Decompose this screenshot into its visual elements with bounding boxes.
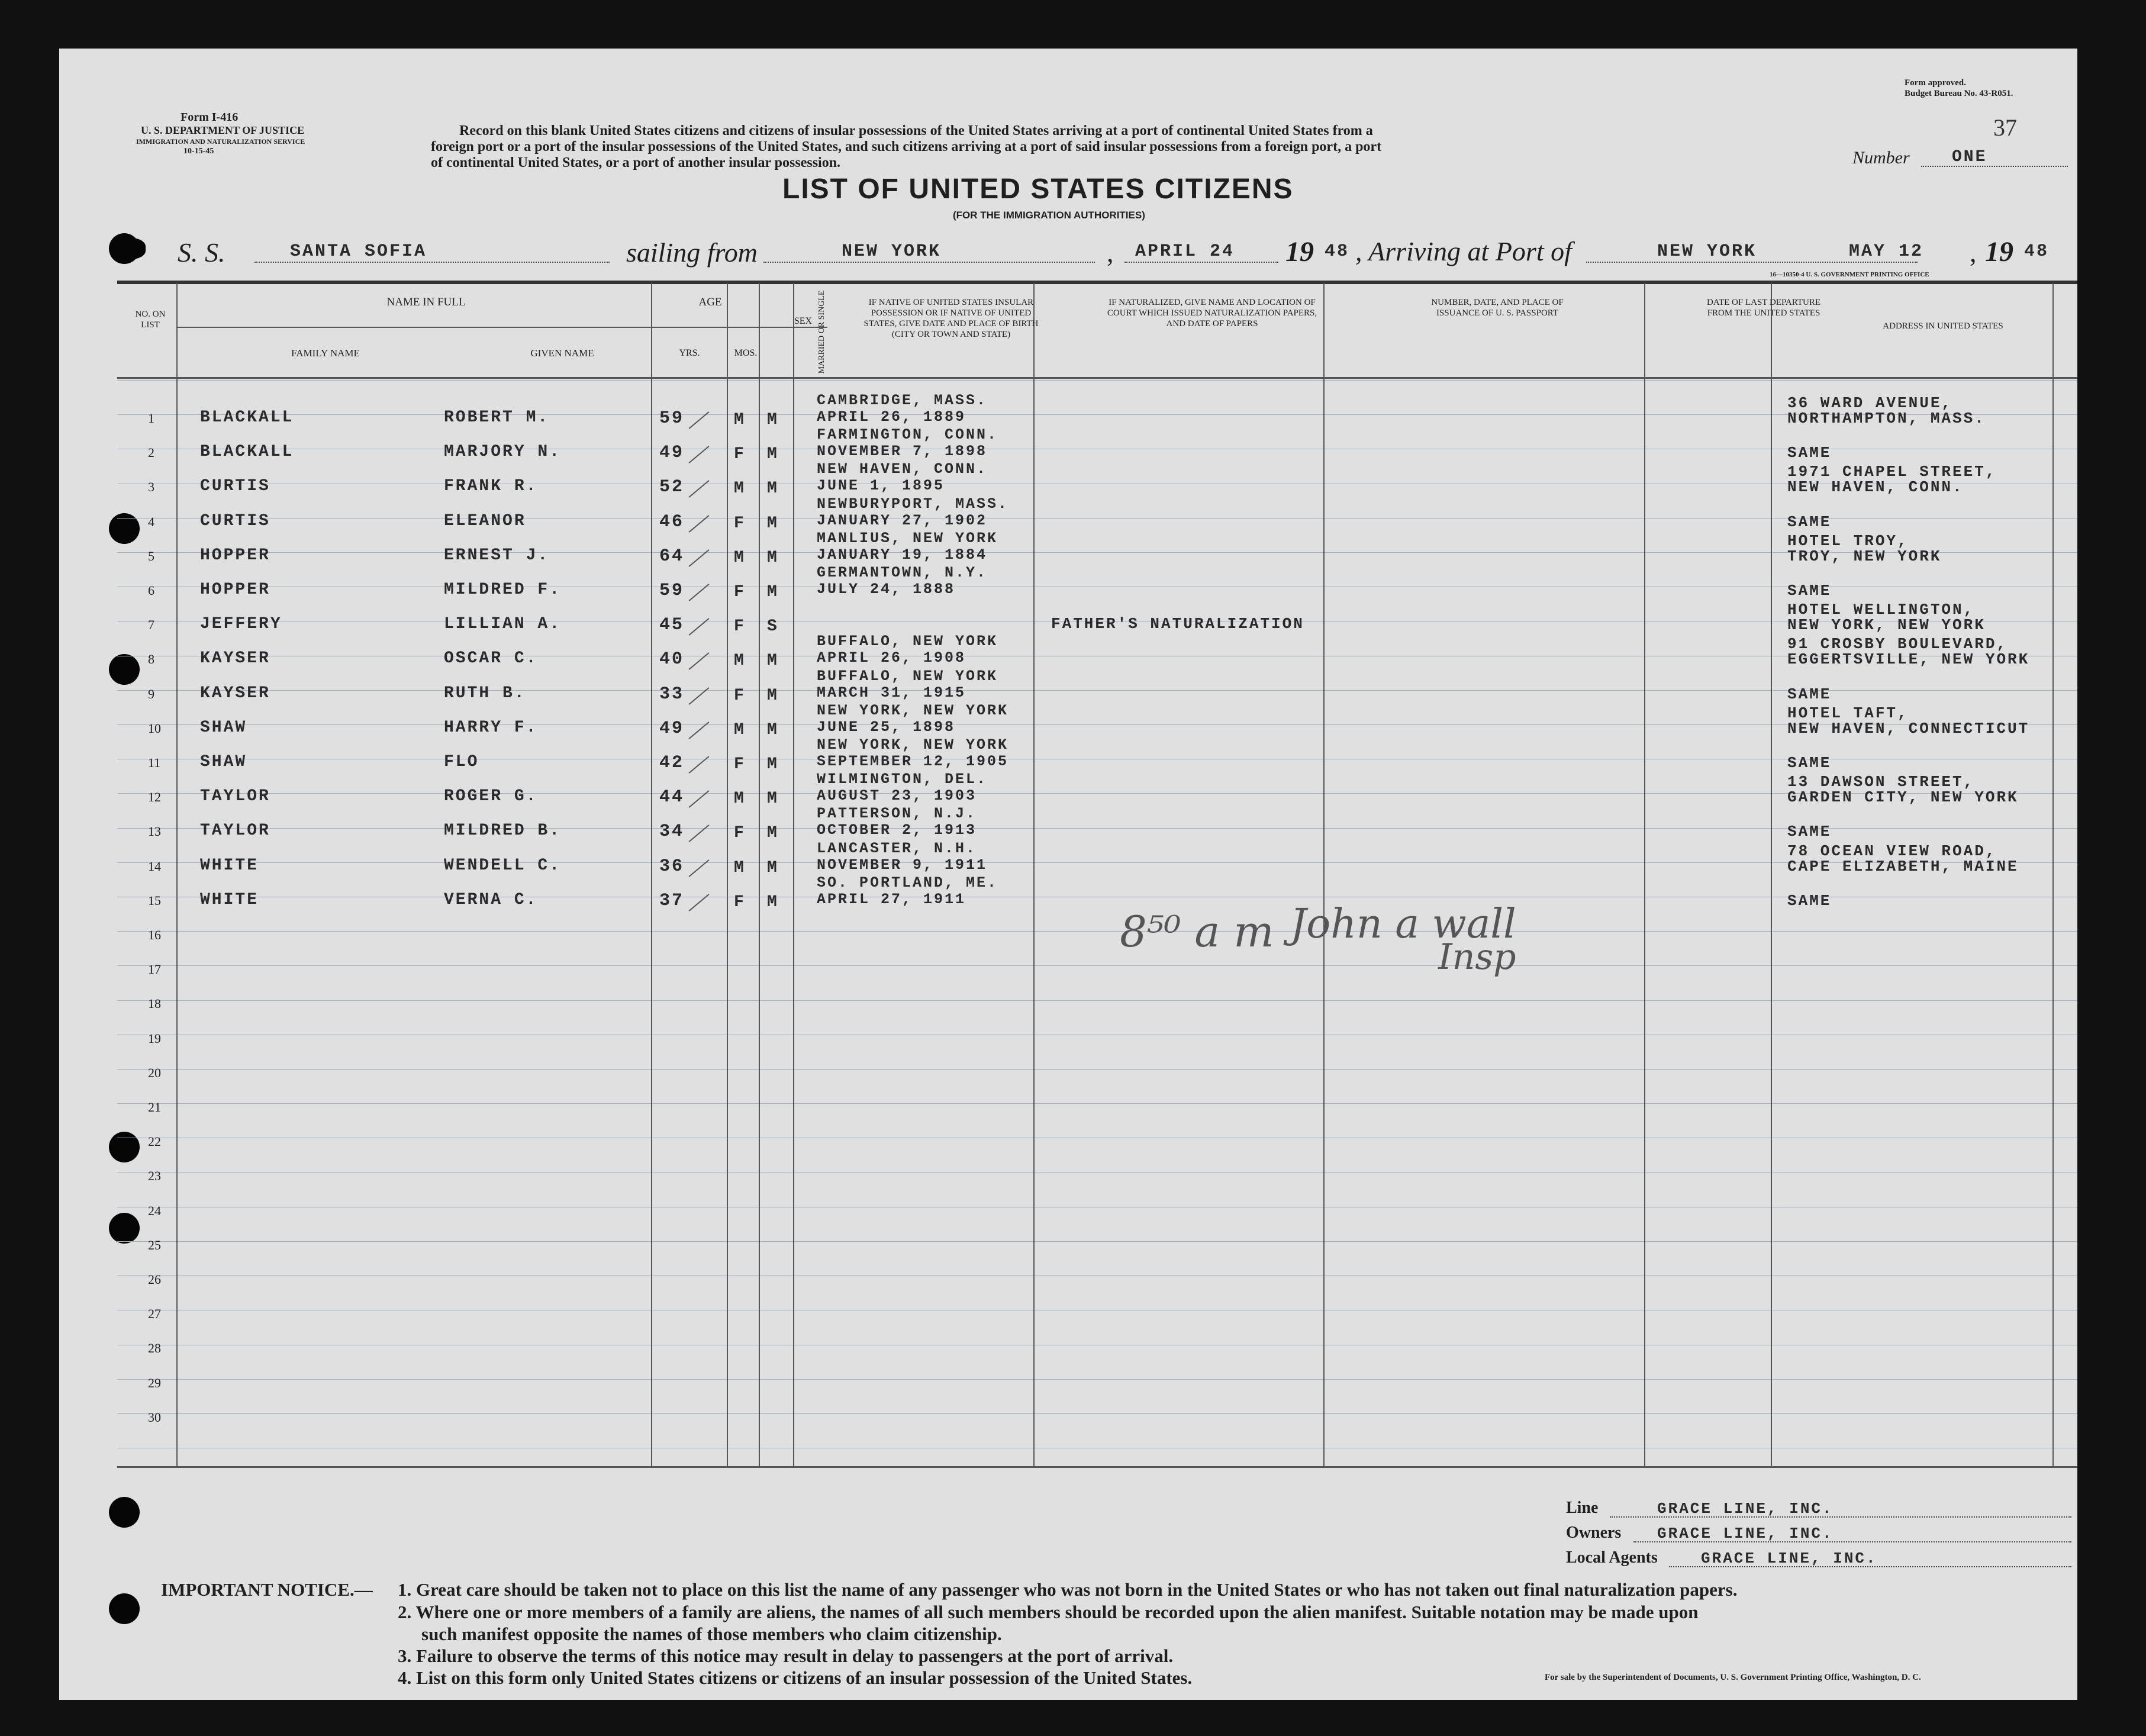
header-bottom-rule <box>117 377 2077 379</box>
instruction-line-3: of continental United States, or a port of another insular possession. <box>431 155 841 170</box>
sex: M <box>734 549 746 567</box>
ruled-line <box>117 380 2077 381</box>
form-date: 10-15-45 <box>183 147 214 156</box>
punch-hole <box>109 1593 140 1624</box>
birth-date: JULY 24, 1888 <box>817 581 956 598</box>
given-name: OSCAR C. <box>444 649 538 668</box>
marital-status: M <box>767 445 779 463</box>
number-line <box>1921 166 2068 167</box>
age-years: 44 <box>659 787 685 807</box>
address-line-1: 1971 CHAPEL STREET, <box>1787 463 1997 481</box>
marital-status: M <box>767 687 779 705</box>
age-years: 40 <box>659 649 685 669</box>
birth-date: JUNE 1, 1895 <box>817 477 945 494</box>
sex: M <box>734 652 746 670</box>
table-top-rule <box>117 281 2077 284</box>
inspection-time: 8⁵⁰ a m <box>1120 907 1274 956</box>
birth-place: PATTERSON, N.J. <box>817 805 977 822</box>
family-name: WHITE <box>200 891 259 909</box>
sailing-label: sailing from <box>626 237 758 268</box>
naturalization: FATHER'S NATURALIZATION <box>1051 615 1304 633</box>
table-row <box>59 530 2077 568</box>
punch-hole <box>109 1497 140 1528</box>
notice-heading: IMPORTANT NOTICE.— <box>161 1579 373 1600</box>
age-years: 49 <box>659 443 685 463</box>
owners-value: GRACE LINE, INC. <box>1657 1525 1834 1542</box>
birth-date: APRIL 27, 1911 <box>817 891 966 908</box>
departure-date-line <box>1124 262 1278 263</box>
header-no-on-list: NO. ON LIST <box>135 310 166 330</box>
arriving-label: , Arriving at Port of <box>1355 236 1572 266</box>
check-mark <box>689 652 710 670</box>
check-mark <box>689 618 710 636</box>
from-port: NEW YORK <box>842 241 942 262</box>
table-row <box>59 1257 2077 1291</box>
address-line-2: EGGERTSVILLE, NEW YORK <box>1787 650 2030 668</box>
inspector-title: Insp <box>1438 936 1516 978</box>
birth-place: LANCASTER, N.H. <box>817 840 977 857</box>
row-number: 7 <box>148 617 154 632</box>
age-years: 59 <box>659 408 685 429</box>
ship-name: SANTA SOFIA <box>290 241 427 262</box>
agents-value: GRACE LINE, INC. <box>1701 1550 1877 1567</box>
arrival-year-prefix: 19 <box>1985 236 2013 268</box>
birth-place: NEW YORK, NEW YORK <box>817 736 1009 753</box>
row-number: 24 <box>148 1203 161 1218</box>
notice-item-2a: 2. Where one or more members of a family are aliens, the names of all such members should be recorded upon the alien manifest. Suitable notation may be made upon <box>398 1602 1699 1622</box>
row-number: 23 <box>148 1168 161 1183</box>
owners-label: Owners <box>1566 1524 1622 1542</box>
age-years: 45 <box>659 615 685 635</box>
address-line-1: 36 WARD AVENUE, <box>1787 394 1953 412</box>
table-row <box>59 981 2077 1015</box>
row-number: 29 <box>148 1376 161 1390</box>
birth-place: SO. PORTLAND, ME. <box>817 874 998 891</box>
family-name: HOPPER <box>200 581 270 599</box>
address-line-2: SAME <box>1787 444 1832 462</box>
comma-2: , <box>1970 237 1977 268</box>
table-row <box>59 602 2077 636</box>
header-last-departure: DATE OF LAST DEPARTURE FROM THE UNITED STATES <box>1706 298 1821 318</box>
birth-place: GERMANTOWN, N.Y. <box>817 564 988 581</box>
sex: F <box>734 687 746 705</box>
sex: M <box>734 721 746 739</box>
family-name: SHAW <box>200 753 247 771</box>
address-line-2: GARDEN CITY, NEW YORK <box>1787 788 2019 806</box>
given-name: ROBERT M. <box>444 408 550 427</box>
header-passport: NUMBER, DATE, AND PLACE OF ISSUANCE OF U. S. PASSPORT <box>1431 298 1564 318</box>
agents-label: Local Agents <box>1566 1548 1658 1567</box>
table-row <box>59 495 2077 533</box>
birth-place: MANLIUS, NEW YORK <box>817 530 998 547</box>
age-years: 64 <box>659 546 685 566</box>
birth-place: CAMBRIDGE, MASS. <box>817 392 988 409</box>
row-number: 10 <box>148 721 161 736</box>
address-line-1: HOTEL TAFT, <box>1787 704 1909 722</box>
address-line-1: 78 OCEAN VIEW ROAD, <box>1787 842 1997 860</box>
family-name: KAYSER <box>200 649 270 668</box>
header-address: ADDRESS IN UNITED STATES <box>1883 321 2003 331</box>
line-value: GRACE LINE, INC. <box>1657 1500 1834 1518</box>
given-name: VERNA C. <box>444 891 538 909</box>
table-row <box>59 633 2077 671</box>
marital-status: M <box>767 652 779 670</box>
row-number: 20 <box>148 1065 161 1080</box>
service-name: IMMIGRATION AND NATURALIZATION SERVICE <box>136 137 305 146</box>
family-name: HOPPER <box>200 546 270 565</box>
table-row <box>59 912 2077 946</box>
sex: F <box>734 893 746 912</box>
age-years: 37 <box>659 891 685 911</box>
address-line-2: NEW HAVEN, CONNECTICUT <box>1787 720 2030 737</box>
table-row <box>59 1325 2077 1360</box>
family-name: CURTIS <box>200 477 270 495</box>
given-name: MILDRED B. <box>444 822 562 840</box>
row-number: 18 <box>148 996 161 1011</box>
table-row <box>59 1222 2077 1257</box>
table-row <box>59 1291 2077 1325</box>
instruction-line-1: Record on this blank United States citizens and citizens of insular possessions of the United States arriving at a port of continental United States from a <box>459 123 1373 139</box>
header-sex: SEX <box>794 316 813 326</box>
table-row <box>59 771 2077 809</box>
row-number: 22 <box>148 1134 161 1149</box>
row-number: 13 <box>148 824 161 839</box>
family-name: TAYLOR <box>200 787 270 806</box>
row-number: 5 <box>148 549 154 563</box>
check-mark <box>689 687 710 705</box>
check-mark <box>689 515 710 533</box>
sex: F <box>734 514 746 533</box>
table-row <box>59 736 2077 774</box>
sex: M <box>734 411 746 429</box>
table-row <box>59 564 2077 602</box>
address-line-2: SAME <box>1787 685 1832 703</box>
given-name: MARJORY N. <box>444 443 562 461</box>
row-number: 14 <box>148 859 161 874</box>
department-name: U. S. DEPARTMENT OF JUSTICE <box>141 124 305 136</box>
given-name: WENDELL C. <box>444 856 562 875</box>
table-row <box>59 392 2077 430</box>
notice-item-2b: such manifest opposite the names of those members who claim citizenship. <box>421 1624 1002 1644</box>
departure-year-prefix: 19 <box>1285 236 1314 268</box>
table-row <box>59 1394 2077 1429</box>
manifest-page <box>59 49 2077 1700</box>
given-name: LILLIAN A. <box>444 615 562 633</box>
row-number: 16 <box>148 927 161 942</box>
approval-line-2: Budget Bureau No. 43-R051. <box>1905 89 2013 98</box>
approval-line-1: Form approved. <box>1905 78 1966 88</box>
check-mark <box>689 584 710 601</box>
header-naturalized: IF NATURALIZED, GIVE NAME AND LOCATION OF COURT WHICH ISSUED NATURALIZATION PAPERS, AND DATE OF PAPERS <box>1107 298 1317 328</box>
table-row <box>59 1119 2077 1153</box>
row-number: 15 <box>148 893 161 908</box>
row-number: 28 <box>148 1341 161 1355</box>
gpo-footer: For sale by the Superintendent of Documents, U. S. Government Printing Office, Washington, D. C. <box>1545 1673 1921 1682</box>
age-years: 36 <box>659 856 685 877</box>
family-name: BLACKALL <box>200 408 294 427</box>
birth-place: NEW YORK, NEW YORK <box>817 702 1009 719</box>
row-number: 3 <box>148 479 154 494</box>
row-number: 30 <box>148 1410 161 1425</box>
address-line-2: SAME <box>1787 754 1832 772</box>
address-line-2: NEW HAVEN, CONN. <box>1787 478 1964 496</box>
ss-label: S. S. <box>178 237 225 268</box>
marital-status: M <box>767 893 779 912</box>
check-mark <box>689 411 710 429</box>
check-mark <box>689 859 710 877</box>
check-mark <box>689 480 710 498</box>
address-line-2: SAME <box>1787 513 1832 531</box>
name-header-rule <box>178 327 827 328</box>
marital-status: M <box>767 514 779 533</box>
address-line-2: NEW YORK, NEW YORK <box>1787 616 1986 634</box>
given-name: RUTH B. <box>444 684 526 703</box>
inspector-signature: John a wall <box>1290 901 1516 948</box>
sex: F <box>734 583 746 601</box>
table-row <box>59 805 2077 843</box>
birth-date: SEPTEMBER 12, 1905 <box>817 753 1009 770</box>
family-name: WHITE <box>200 856 259 875</box>
arrival-port: NEW YORK <box>1657 241 1757 262</box>
birth-date: OCTOBER 2, 1913 <box>817 822 977 839</box>
form-number: Form I-416 <box>181 111 239 124</box>
row-number: 4 <box>148 514 154 529</box>
table-row <box>59 1050 2077 1084</box>
table-row <box>59 1153 2077 1187</box>
birth-date: NOVEMBER 7, 1898 <box>817 443 988 460</box>
age-years: 49 <box>659 719 685 739</box>
given-name: ERNEST J. <box>444 546 550 565</box>
table-row <box>59 1360 2077 1394</box>
notice-item-1: 1. Great care should be taken not to place on this list the name of any passenger who was not born in the United States or who has not taken out final naturalization papers. <box>398 1579 1738 1600</box>
table-row <box>59 946 2077 981</box>
marital-status: M <box>767 549 779 567</box>
marital-status: M <box>767 479 779 498</box>
given-name: FLO <box>444 753 479 771</box>
header-family-name: FAMILY NAME <box>291 347 360 359</box>
table-row <box>59 702 2077 740</box>
age-years: 33 <box>659 684 685 704</box>
sex: M <box>734 479 746 498</box>
check-mark <box>689 446 710 463</box>
number-value: ONE <box>1952 148 1987 166</box>
check-mark <box>689 824 710 842</box>
age-years: 46 <box>659 512 685 532</box>
departure-date: APRIL 24 <box>1135 241 1235 262</box>
marital-status: M <box>767 859 779 877</box>
family-name: SHAW <box>200 719 247 737</box>
given-name: FRANK R. <box>444 477 538 495</box>
departure-year: 48 <box>1325 241 1350 262</box>
age-years: 42 <box>659 753 685 773</box>
birth-date: APRIL 26, 1908 <box>817 649 966 666</box>
address-line-2: CAPE ELIZABETH, MAINE <box>1787 858 2019 875</box>
birth-place: BUFFALO, NEW YORK <box>817 668 998 685</box>
check-mark <box>689 790 710 808</box>
row-number: 11 <box>148 755 161 770</box>
row-number: 27 <box>148 1306 161 1321</box>
row-number: 25 <box>148 1238 161 1252</box>
row-number: 17 <box>148 962 161 977</box>
address-line-2: SAME <box>1787 823 1832 840</box>
address-line-1: HOTEL TROY, <box>1787 532 1909 550</box>
birth-date: JANUARY 27, 1902 <box>817 512 988 529</box>
address-line-2: TROY, NEW YORK <box>1787 547 1942 565</box>
marital-status: S <box>767 617 779 636</box>
birth-place: NEWBURYPORT, MASS. <box>817 495 1009 513</box>
header-married-single: MARRIED OR SINGLE <box>817 290 826 374</box>
row-number: 1 <box>148 411 154 426</box>
age-years: 59 <box>659 581 685 601</box>
age-years: 52 <box>659 477 685 497</box>
marital-status: M <box>767 411 779 429</box>
family-name: CURTIS <box>200 512 270 530</box>
sex: F <box>734 755 746 774</box>
check-mark <box>689 894 710 912</box>
instruction-line-2: foreign port or a port of the insular possessions of the United States, and such citizens arriving at a port of said insular possessions from a foreign port, a port <box>431 139 1382 154</box>
family-name: KAYSER <box>200 684 270 703</box>
header-age: AGE <box>698 296 722 308</box>
birth-date: APRIL 26, 1889 <box>817 408 966 426</box>
marital-status: M <box>767 755 779 774</box>
number-label: Number <box>1852 148 1910 168</box>
page-subtitle: (FOR THE IMMIGRATION AUTHORITIES) <box>953 210 1145 221</box>
arrival-date: MAY 12 <box>1849 241 1924 262</box>
marital-status: M <box>767 721 779 739</box>
row-number: 12 <box>148 790 161 804</box>
sex: M <box>734 790 746 808</box>
row-number: 26 <box>148 1272 161 1287</box>
sex: F <box>734 824 746 842</box>
sex: F <box>734 445 746 463</box>
header-name-in-full: NAME IN FULL <box>386 296 466 308</box>
birth-place: WILMINGTON, DEL. <box>817 771 988 788</box>
family-name: BLACKALL <box>200 443 294 461</box>
comma-1: , <box>1107 237 1114 268</box>
address-line-1: 13 DAWSON STREET, <box>1787 773 1975 791</box>
header-yrs: YRS. <box>679 348 700 358</box>
marital-status: M <box>767 790 779 808</box>
punch-hole <box>110 238 146 259</box>
birth-date: MARCH 31, 1915 <box>817 684 966 701</box>
notice-item-3: 3. Failure to observe the terms of this notice may result in delay to passengers at the port of arrival. <box>398 1645 1174 1666</box>
sex: M <box>734 859 746 877</box>
check-mark <box>689 549 710 567</box>
given-name: ROGER G. <box>444 787 538 806</box>
row-number: 8 <box>148 652 154 666</box>
address-line-1: 91 CROSBY BOULEVARD, <box>1787 635 2008 653</box>
address-line-2: NORTHAMPTON, MASS. <box>1787 410 1986 427</box>
birth-date: NOVEMBER 9, 1911 <box>817 856 988 874</box>
address-line-1: HOTEL WELLINGTON, <box>1787 601 1975 619</box>
family-name: JEFFERY <box>200 615 282 633</box>
page-number: 37 <box>1993 114 2017 141</box>
given-name: MILDRED F. <box>444 581 562 599</box>
header-birth: IF NATIVE OF UNITED STATES INSULAR POSSESSION OR IF NATIVE OF UNITED STATES, GIVE DATE AND PLACE OF BIRTH (CITY OR TOWN AND STATE) <box>863 298 1039 339</box>
row-number: 2 <box>148 445 154 460</box>
table-row <box>59 1084 2077 1119</box>
arrival-year: 48 <box>2024 241 2050 262</box>
birth-place: NEW HAVEN, CONN. <box>817 460 988 478</box>
birth-date: JANUARY 19, 1884 <box>817 546 988 563</box>
table-row <box>59 668 2077 706</box>
row-number: 9 <box>148 687 154 701</box>
check-mark <box>689 722 710 739</box>
table-row <box>59 840 2077 878</box>
birth-place: FARMINGTON, CONN. <box>817 426 998 443</box>
from-port-line <box>763 262 1095 263</box>
marital-status: M <box>767 824 779 842</box>
row-number: 21 <box>148 1100 161 1115</box>
given-name: ELEANOR <box>444 512 526 530</box>
table-row <box>59 460 2077 498</box>
birth-date: JUNE 25, 1898 <box>817 719 956 736</box>
birth-date: AUGUST 23, 1903 <box>817 787 977 804</box>
header-mos: MOS. <box>734 348 758 358</box>
marital-status: M <box>767 583 779 601</box>
address-line-2: SAME <box>1787 892 1832 910</box>
table-row <box>59 1016 2077 1050</box>
table-row <box>59 874 2077 912</box>
header-given-name: GIVEN NAME <box>530 347 594 359</box>
line-label: Line <box>1566 1499 1599 1517</box>
row-number: 6 <box>148 583 154 598</box>
table-bottom-rule <box>117 1466 2077 1468</box>
print-code: 16—10350-4 U. S. GOVERNMENT PRINTING OFFICE <box>1770 271 1929 278</box>
ship-line <box>254 262 610 263</box>
sex: F <box>734 617 746 636</box>
age-years: 34 <box>659 822 685 842</box>
page-title: LIST OF UNITED STATES CITIZENS <box>782 173 1294 205</box>
row-number: 19 <box>148 1031 161 1046</box>
family-name: TAYLOR <box>200 822 270 840</box>
address-line-2: SAME <box>1787 582 1832 600</box>
birth-place: BUFFALO, NEW YORK <box>817 633 998 650</box>
table-row <box>59 1188 2077 1222</box>
notice-item-4: 4. List on this form only United States citizens or citizens of an insular possession of the United States. <box>398 1667 1193 1688</box>
table-row <box>59 426 2077 464</box>
given-name: HARRY F. <box>444 719 538 737</box>
check-mark <box>689 756 710 774</box>
arrival-port-line <box>1586 262 1918 263</box>
